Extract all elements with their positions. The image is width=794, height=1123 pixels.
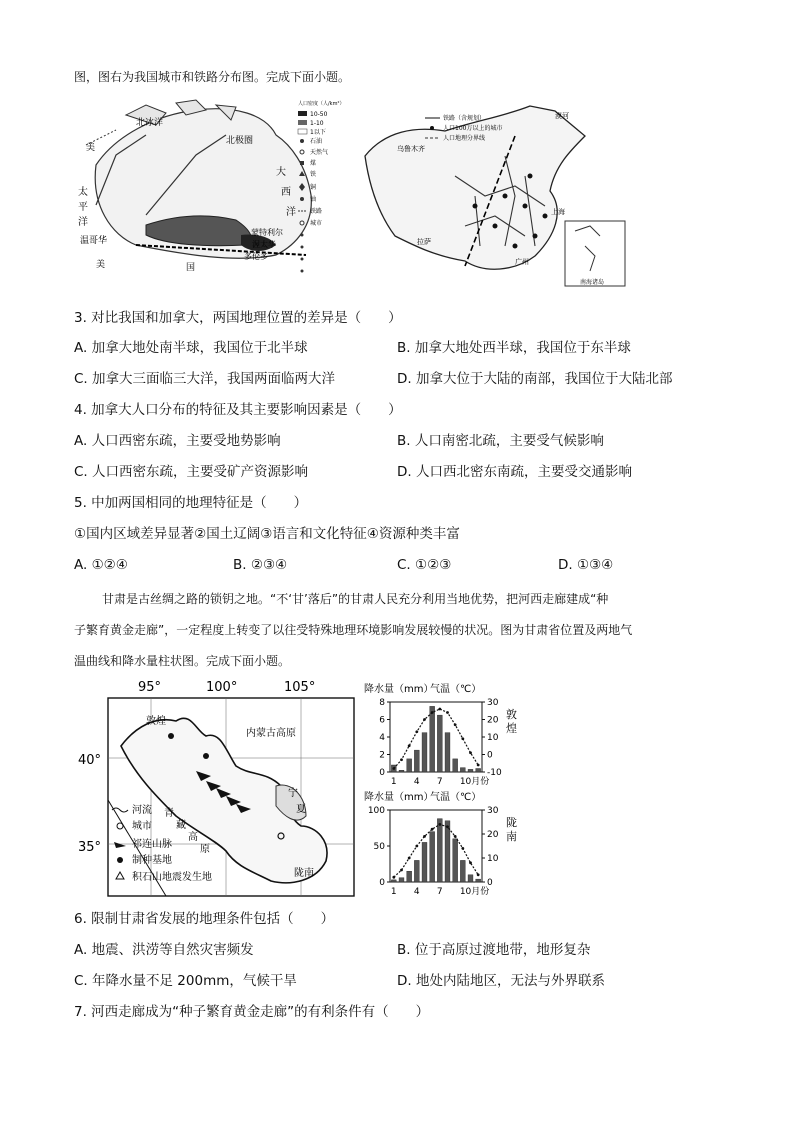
label-ottawa: 渥太华 (252, 240, 276, 249)
passage-line-1: 甘肃是古丝绸之路的锁钥之地。“不‘甘’落后”的甘肃人民充分利用当地优势，把河西走廊建成“种 (102, 592, 609, 606)
q3-stem: 3. 对比我国和加拿大，两国地理位置的差异是（ ） (74, 310, 402, 326)
lat-35: 35° (78, 840, 102, 855)
x-tick-label: 10月份 (459, 887, 490, 897)
q3-option-c[interactable]: C. 加拿大三面临三大洋，我国两面临两大洋 (74, 371, 336, 387)
station-title-char: 南 (506, 830, 517, 843)
legend-10-50: 10-50 (310, 111, 328, 118)
label-qing: 青 (164, 808, 174, 819)
precip-bar (430, 832, 435, 882)
precip-bar (445, 733, 450, 772)
x-tick-label: 10月份 (459, 777, 490, 787)
legend-railway-plan: 铁路（含规划） (443, 115, 486, 122)
precip-bar (407, 871, 412, 882)
canada-map (76, 95, 346, 290)
left-tick-label: 50 (373, 842, 385, 852)
label-xi: 西 (281, 187, 291, 198)
left-tick-label: 4 (379, 733, 385, 743)
precip-bar (391, 880, 396, 882)
q4-option-a[interactable]: A. 人口西密东疏，主要受地势影响 (74, 433, 281, 449)
label-usa: 美 (86, 143, 96, 153)
legend-seed-base: 制种基地 (132, 855, 172, 866)
precip-bar (453, 839, 458, 882)
legend-railway: 铁路 (310, 208, 323, 215)
temperature-point (461, 847, 464, 850)
label-ping: 平 (78, 202, 88, 213)
label-xia: 夏 (296, 804, 306, 815)
legend-iron: 铁 (310, 171, 317, 178)
q5-option-c[interactable]: C. ①②③ (397, 557, 452, 573)
right-tick-label: 20 (487, 715, 499, 726)
label-usa2: 美 (96, 260, 106, 270)
temperature-point (408, 857, 411, 860)
label-gao: 高 (188, 832, 198, 843)
legend-title: 人口密度（人/km²） (298, 101, 345, 107)
q7-stem: 7. 河西走廊成为“种子繁育黄金走廊”的有利条件有（ ） (74, 1004, 430, 1020)
q5-option-b[interactable]: B. ②③④ (233, 557, 288, 573)
right-tick-label: 0 (487, 750, 493, 761)
label-urumqi: 乌鲁木齐 (397, 145, 425, 153)
legend-1-10: 1-10 (310, 120, 324, 127)
ylabel-left: 降水量（mm） (364, 792, 434, 803)
label-montreal: 蒙特利尔 (251, 228, 283, 237)
precip-bar (476, 769, 481, 773)
passage-line-2: 子繁育黄金走廊”，一定程度上转变了以往受特殊地理环境影响发展较慢的状况。图为甘肃省位置及两地气 (74, 623, 633, 637)
station-title-char: 陇 (506, 816, 517, 829)
legend-city: 城市 (132, 821, 152, 832)
temperature-point (454, 723, 457, 726)
precip-bar (422, 733, 427, 772)
right-tick-label: 0 (487, 878, 493, 888)
label-nanhai: 南海诸岛 (580, 279, 605, 286)
temperature-point (423, 835, 426, 838)
precip-bar (476, 879, 481, 882)
q3-option-b[interactable]: B. 加拿大地处西半球，我国位于东半球 (397, 340, 631, 356)
precip-bar (468, 875, 473, 882)
temperature-point (469, 751, 472, 754)
temperature-point (408, 744, 411, 747)
legend-gas: 天然气 (310, 149, 329, 156)
precip-bar (453, 759, 458, 772)
left-tick-label: 0 (379, 768, 385, 778)
label-guo: 国 (186, 263, 196, 273)
legend-river: 河流 (132, 805, 152, 816)
precip-bar (414, 750, 419, 772)
q4-option-b[interactable]: B. 人口南密北疏，主要受气候影响 (397, 433, 604, 449)
ylabel-right: 气温（℃） (430, 792, 482, 803)
label-arctic: 北冰洋 (136, 118, 164, 128)
precip-bar (445, 821, 450, 882)
temperature-point (477, 764, 480, 767)
precip-bar (460, 860, 465, 882)
ylabel-left: 降水量（mm） (364, 684, 434, 695)
temperature-point (446, 825, 449, 828)
plot-frame (390, 810, 482, 882)
x-tick-label: 4 (413, 777, 420, 787)
lat-40: 40° (78, 753, 102, 768)
precip-bar (399, 878, 404, 882)
right-tick-label: 20 (487, 830, 499, 840)
left-tick-label: 6 (379, 715, 385, 726)
temperature-point (392, 876, 395, 879)
q3-option-a[interactable]: A. 加拿大地处南半球，我国位于北半球 (74, 340, 308, 356)
temperature-point (415, 845, 418, 848)
climate-chart-dunhuang (364, 680, 520, 790)
legend-pop-line: 人口地理分界线 (443, 135, 486, 142)
legend-below1: 1以下 (310, 129, 326, 136)
right-tick-label: 10 (487, 854, 499, 864)
label-tai: 太 (78, 187, 88, 198)
temperature-point (454, 835, 457, 838)
right-tick-label: 10 (487, 733, 499, 743)
lon-100: 100° (206, 680, 238, 695)
label-neimenggu: 内蒙古高原 (246, 728, 296, 739)
precip-bar (399, 770, 404, 772)
plot-frame (390, 702, 482, 772)
legend-coal: 煤 (310, 160, 317, 167)
q5-option-d[interactable]: D. ①③④ (558, 557, 614, 573)
label-toronto: 多伦多 (244, 252, 268, 261)
q4-stem: 4. 加拿大人口分布的特征及其主要影响因素是（ ） (74, 402, 402, 418)
ylabel-right: 气温（℃） (430, 684, 482, 695)
label-yang: 洋 (286, 207, 296, 218)
q5-option-a[interactable]: A. ①②④ (74, 557, 128, 573)
precip-bar (422, 842, 427, 882)
legend-uranium: 铀 (310, 196, 317, 203)
temperature-point (431, 711, 434, 714)
right-tick-label: 30 (487, 806, 499, 816)
label-yang2: 洋 (78, 217, 88, 228)
legend-city: 城市 (310, 220, 323, 227)
precip-bar (430, 706, 435, 772)
q6-option-d[interactable]: D. 地处内陆地区，无法与外界联系 (397, 973, 605, 989)
station-title-char: 敦 (506, 708, 517, 721)
legend-copper: 铜 (310, 184, 317, 191)
label-yuan: 原 (200, 844, 210, 855)
temperature-point (477, 873, 480, 876)
label-vancouver: 温哥华 (80, 236, 108, 246)
temperature-point (392, 767, 395, 770)
temperature-point (415, 730, 418, 733)
station-title-char: 煌 (506, 722, 517, 735)
left-tick-label: 2 (379, 750, 385, 761)
temperature-point (423, 718, 426, 721)
label-ning: 宁 (288, 788, 298, 799)
precip-bar (437, 715, 442, 772)
x-tick-label: 7 (436, 777, 443, 787)
label-longnan: 陇南 (294, 868, 314, 879)
left-tick-label: 100 (367, 806, 385, 816)
label-shanghai: 上海 (551, 208, 565, 216)
label-da: 大 (276, 167, 286, 178)
x-tick-label: 4 (413, 887, 420, 897)
x-tick-label: 1 (390, 887, 397, 897)
q5-items: ①国内区域差异显著②国土辽阔③语言和文化特征④资源种类丰富 (74, 526, 460, 542)
label-zang: 藏 (176, 820, 186, 831)
right-tick-label: -10 (487, 768, 502, 778)
temperature-point (446, 711, 449, 714)
precip-bar (437, 819, 442, 882)
legend-earthquake: 积石山地震发生地 (132, 872, 212, 883)
temperature-point (400, 758, 403, 761)
temperature-point (438, 708, 441, 711)
legend-big-city: 人口100万以上的城市 (443, 125, 503, 132)
left-tick-label: 0 (379, 878, 385, 888)
temperature-point (469, 861, 472, 864)
q6-option-b[interactable]: B. 位于高原过渡地带，地形复杂 (397, 942, 591, 958)
label-mohe: 漠河 (555, 112, 569, 120)
precip-bar (460, 768, 465, 772)
legend-qilian: 祁连山脉 (132, 839, 172, 850)
temperature-point (461, 737, 464, 740)
q4-option-d[interactable]: D. 人口西北密东南疏，主要受交通影响 (397, 464, 632, 480)
precip-bar (414, 860, 419, 882)
q6-stem: 6. 限制甘肃省发展的地理条件包括（ ） (74, 911, 335, 927)
lon-105: 105° (284, 680, 316, 695)
q3-option-d[interactable]: D. 加拿大位于大陆的南部，我国位于大陆北部 (397, 371, 673, 387)
q4-option-c[interactable]: C. 人口西密东疏，主要受矿产资源影响 (74, 464, 309, 480)
precip-bar (468, 769, 473, 772)
precip-bar (407, 759, 412, 772)
right-tick-label: 30 (487, 698, 499, 708)
legend-oil: 石油 (310, 138, 323, 145)
q6-option-a[interactable]: A. 地震、洪涝等自然灾害频发 (74, 942, 254, 958)
label-guangzhou: 广州 (515, 258, 529, 266)
temperature-point (438, 823, 441, 826)
temperature-point (400, 869, 403, 872)
label-arctic-circle: 北极圈 (226, 136, 254, 146)
passage-line-3: 温曲线和降水量柱状图。完成下面小题。 (74, 654, 291, 668)
q6-option-c[interactable]: C. 年降水量不足 200mm，气候干旱 (74, 973, 297, 989)
climate-chart-longnan (364, 788, 520, 900)
label-dunhuang: 敦煌 (146, 716, 166, 727)
label-lhasa: 拉萨 (417, 238, 431, 246)
temperature-point (431, 828, 434, 831)
x-tick-label: 1 (390, 777, 397, 787)
gansu-map (76, 676, 356, 898)
left-tick-label: 8 (379, 698, 385, 708)
lon-95: 95° (138, 680, 162, 695)
q5-stem: 5. 中加两国相同的地理特征是（ ） (74, 495, 308, 511)
intro-line: 图，图右为我国城市和铁路分布图。完成下面小题。 (74, 70, 351, 84)
china-map (355, 96, 635, 291)
x-tick-label: 7 (436, 887, 443, 897)
